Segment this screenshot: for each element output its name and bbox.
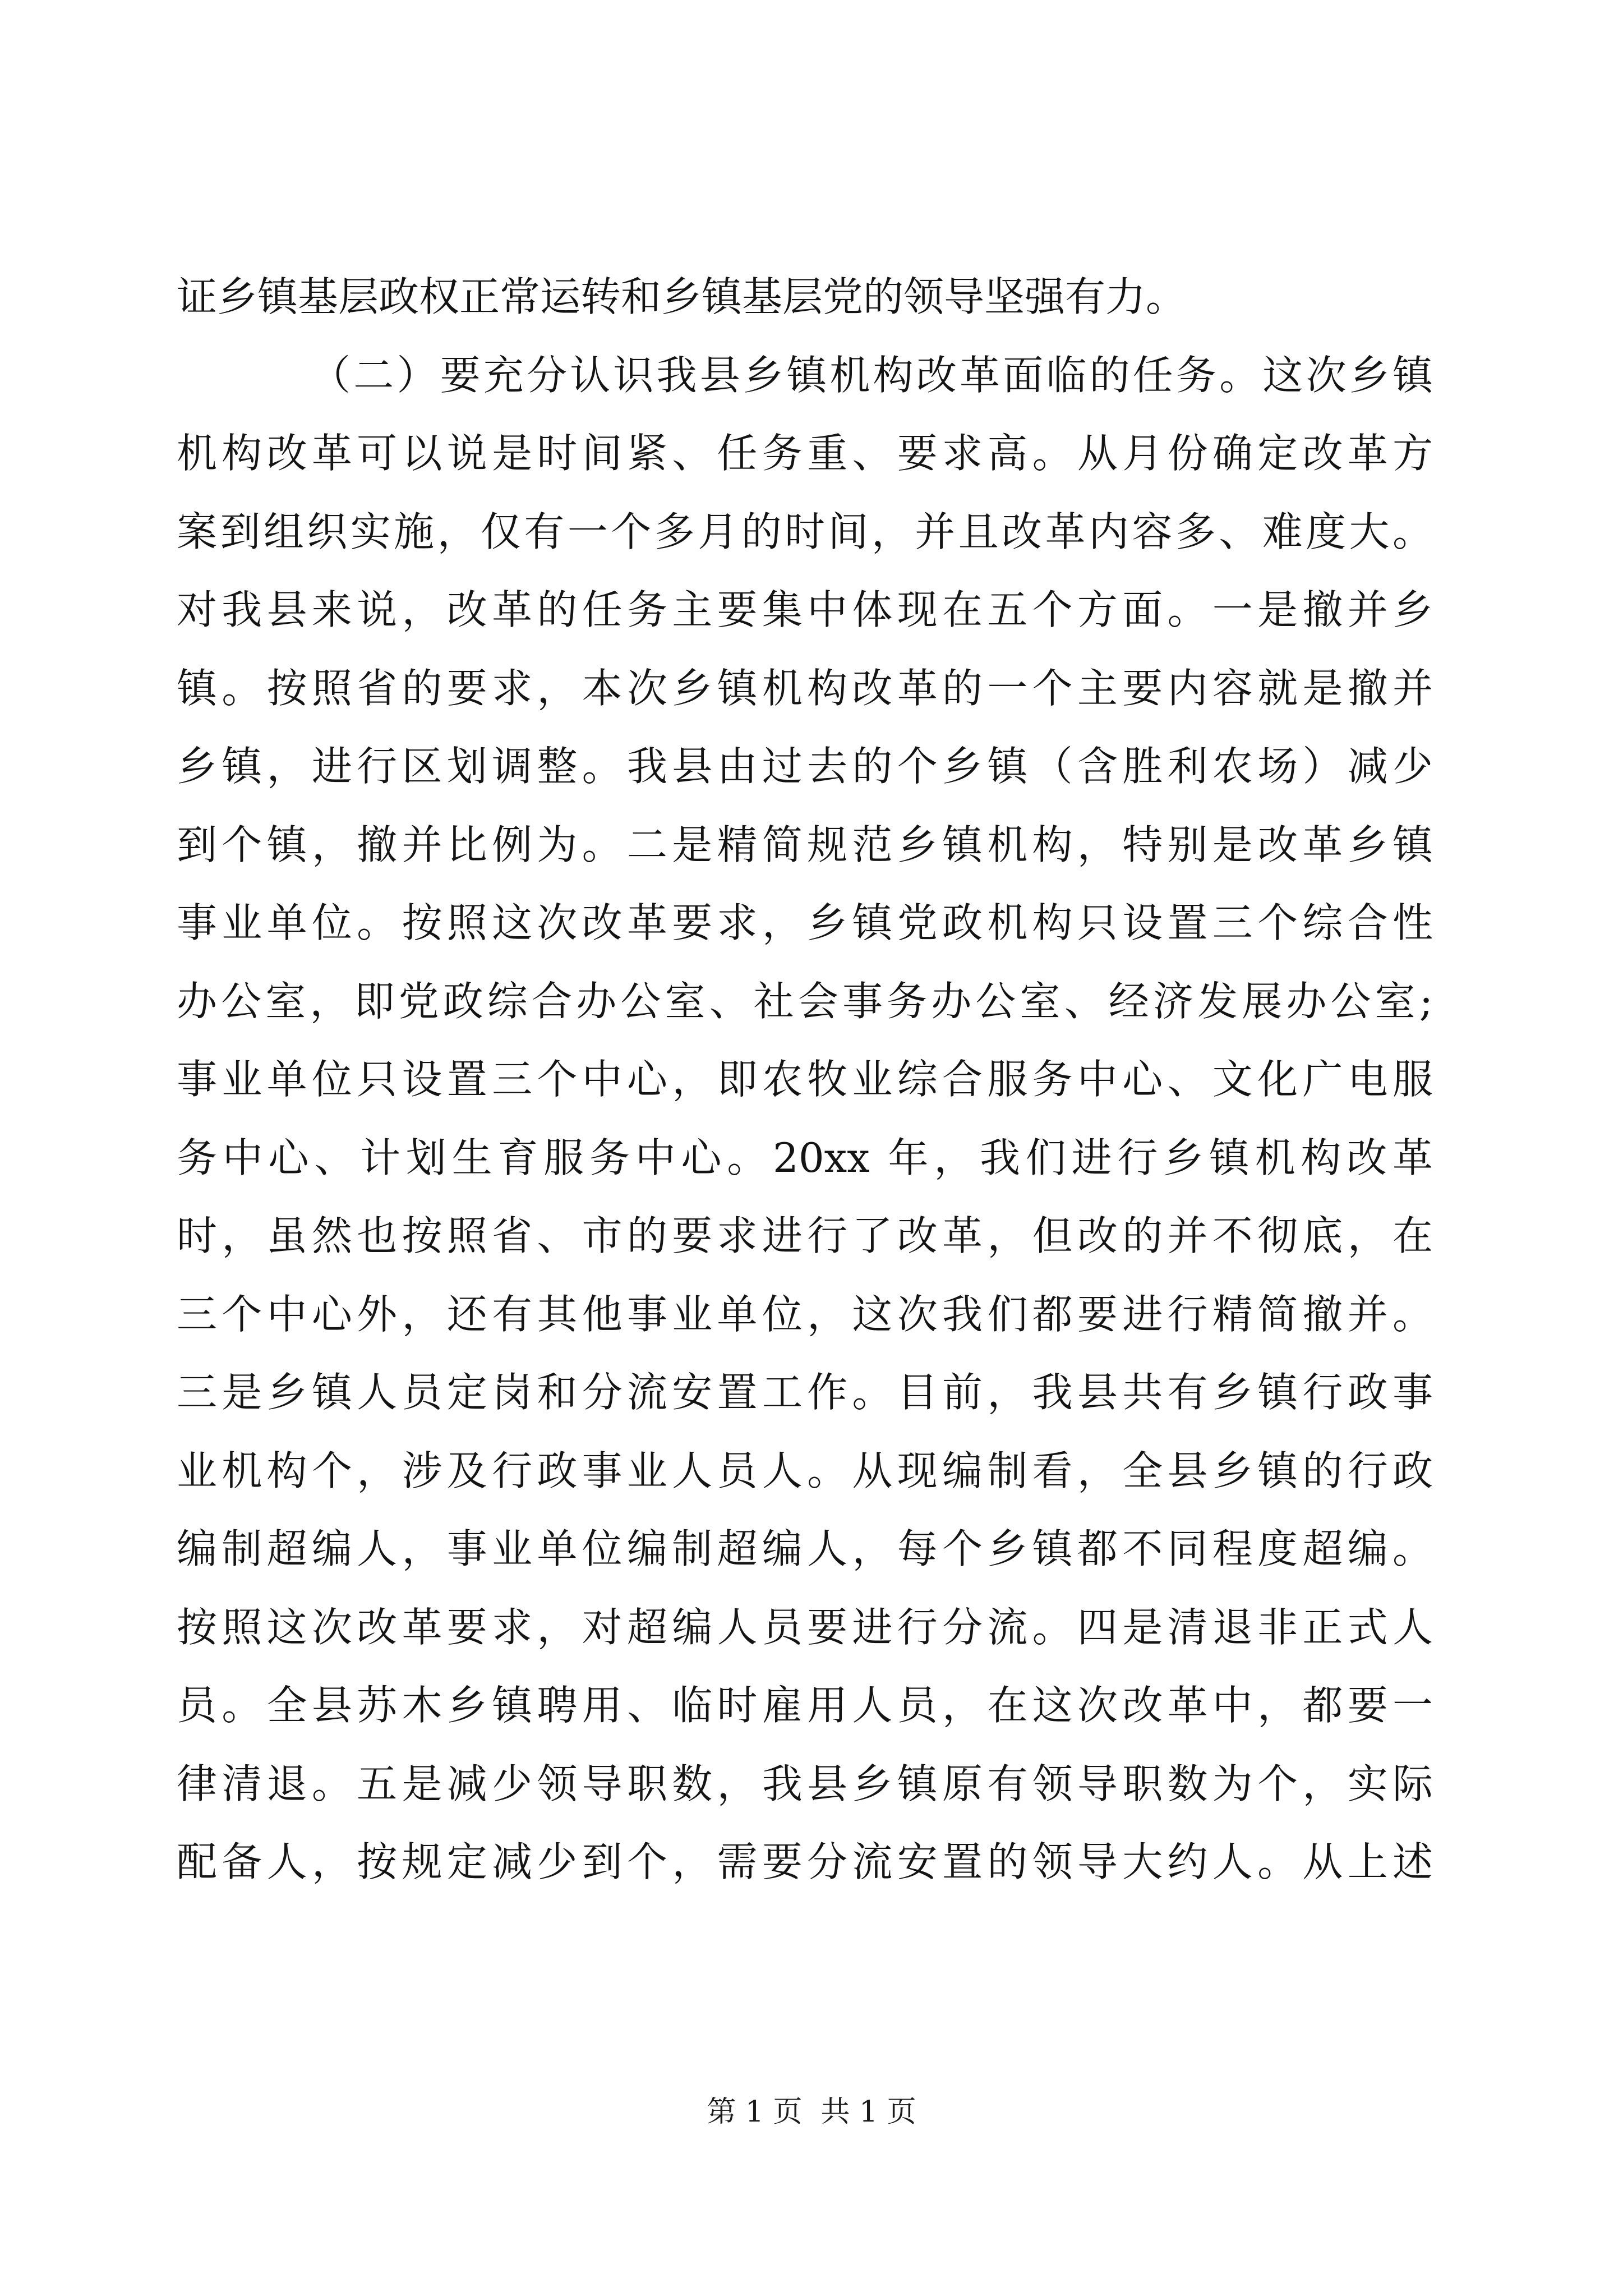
text-line-13: 时，虽然也按照省、市的要求进行了改革，但改的并不彻底，在 <box>177 1212 1433 1259</box>
page-number: 第 1 页 共 1 页 <box>707 2095 916 2129</box>
text-line-14: 三个中心外，还有其他事业单位，这次我们都要进行精简撤并。 <box>177 1290 1433 1338</box>
text-line-3: 机构改革可以说是时间紧、任务重、要求高。从月份确定改革方 <box>177 430 1433 477</box>
text-line-21: 配备人，按规定减少到个，需要分流安置的领导大约人。从上述 <box>177 1838 1433 1885</box>
page-footer <box>0 2092 1623 2132</box>
text-line-19: 员。全县苏木乡镇聘用、临时雇用人员，在这次改革中，都要一 <box>177 1682 1433 1729</box>
text-line-5: 对我县来说，改革的任务主要集中体现在五个方面。一是撤并乡 <box>177 586 1433 633</box>
text-line-18: 按照这次改革要求，对超编人员要进行分流。四是清退非正式人 <box>177 1603 1433 1651</box>
text-line-9: 事业单位。按照这次改革要求，乡镇党政机构只设置三个综合性 <box>177 899 1433 946</box>
body-text <box>177 258 1433 1902</box>
text-line-4: 案到组织实施，仅有一个多月的时间，并且改革内容多、难度大。 <box>177 508 1433 555</box>
text-line-6: 镇。按照省的要求，本次乡镇机构改革的一个主要内容就是撤并 <box>177 664 1433 712</box>
text-line-20: 律清退。五是减少领导职数，我县乡镇原有领导职数为个，实际 <box>177 1760 1433 1807</box>
text-line-1: 证乡镇基层政权正常运转和乡镇基层党的领导坚强有力。 <box>177 273 1187 320</box>
text-line-11: 事业单位只设置三个中心，即农牧业综合服务中心、文化广电服 <box>177 1056 1433 1103</box>
text-line-7: 乡镇，进行区划调整。我县由过去的个乡镇（含胜利农场）减少 <box>177 743 1433 790</box>
text-line-15: 三是乡镇人员定岗和分流安置工作。目前，我县共有乡镇行政事 <box>177 1369 1433 1416</box>
text-line-10: 办公室，即党政综合办公室、社会事务办公室、经济发展办公室; <box>177 977 1433 1025</box>
text-line-17: 编制超编人，事业单位编制超编人，每个乡镇都不同程度超编。 <box>177 1525 1433 1572</box>
text-line-2: （二）要充分认识我县乡镇机构改革面临的任务。这次乡镇 <box>310 351 1433 399</box>
text-line-16: 业机构个，涉及行政事业人员人。从现编制看，全县乡镇的行政 <box>177 1447 1433 1494</box>
text-line-8: 到个镇，撤并比例为。二是精简规范乡镇机构，特别是改革乡镇 <box>177 821 1433 868</box>
text-line-12: 务中心、计划生育服务中心。20xx 年，我们进行乡镇机构改革 <box>177 1134 1433 1181</box>
